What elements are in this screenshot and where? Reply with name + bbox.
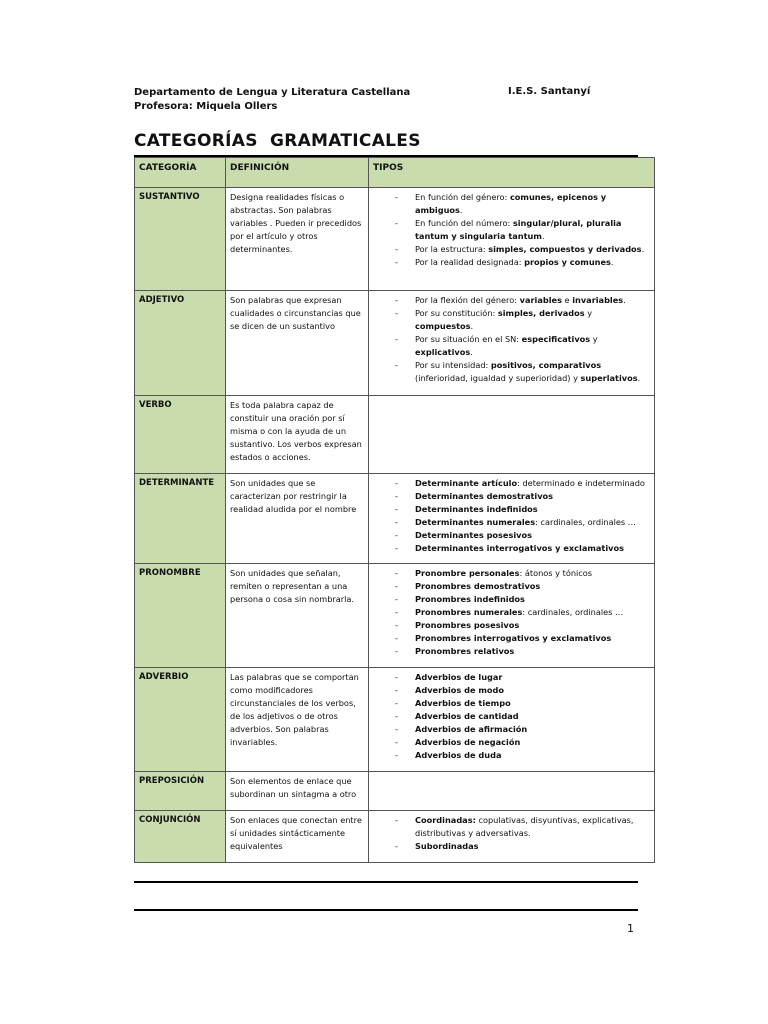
column-header-types: TIPOS [369, 158, 655, 188]
type-term: especificativos [521, 334, 591, 344]
type-text: : determinado e indeterminado [517, 478, 645, 488]
type-item [373, 749, 650, 762]
definition-cell: Son unidades que señalan, remiten o representan a una persona o cosa sin nombrarla. [226, 564, 369, 668]
definition-cell: Son palabras que expresan cualidades o circunstancias que se dicen de un sustantivo [226, 291, 369, 396]
type-item [373, 217, 650, 243]
type-term: positivos, comparativos [490, 360, 602, 370]
type-text: . [541, 231, 545, 241]
type-term: comunes, epicenos y ambiguos [415, 192, 607, 215]
definition-cell: Son unidades que se caracterizan por restringir la realidad aludida por el nombre [226, 474, 369, 564]
type-item [373, 503, 650, 516]
type-item [373, 256, 650, 269]
type-item [373, 307, 650, 333]
type-term: Determinantes indefinidos [415, 504, 538, 514]
type-term: simples, derivados [497, 308, 585, 318]
type-text: Por su situación en el SN: [415, 334, 522, 344]
type-text: . [470, 321, 474, 331]
type-text: . [610, 257, 614, 267]
type-item [373, 684, 650, 697]
type-term: Determinantes interrogativos y exclamativos [415, 543, 624, 553]
table-row [135, 291, 655, 396]
definition-cell: Son enlaces que conectan entre sí unidades sintácticamente equivalentes [226, 811, 369, 863]
table-row [135, 668, 655, 772]
type-term: invariables [572, 295, 624, 305]
column-header-definition: DEFINICIÓN [226, 158, 369, 188]
type-text: Por su intensidad: [415, 360, 491, 370]
type-item [373, 619, 650, 632]
type-item [373, 542, 650, 555]
type-term: Adverbios de tiempo [415, 698, 511, 708]
type-item [373, 191, 650, 217]
type-text: copulativas, disyuntivas, explicativas, distributivas y adversativas. [415, 815, 634, 838]
category-cell: PREPOSICIÓN [135, 772, 226, 811]
type-term: simples, compuestos y derivados [488, 244, 642, 254]
type-term: Pronombres numerales [415, 607, 523, 617]
category-cell: DETERMINANTE [135, 474, 226, 564]
type-term: explicativos [415, 347, 471, 357]
definition-cell: Designa realidades físicas o abstractas. Son palabras variables . Pueden ir precedidos por el artículo y otros determinantes. [226, 188, 369, 291]
types-cell [369, 772, 655, 811]
type-text: Por la estructura: [415, 244, 489, 254]
type-text: . [623, 295, 626, 305]
type-item [373, 697, 650, 710]
types-cell [369, 474, 655, 564]
type-term: Pronombre personales [415, 568, 520, 578]
definition-cell: Es toda palabra capaz de constituir una oración por sí misma o con la ayuda de un sustantivo. Los verbos expresan estados o acciones. [226, 396, 369, 474]
type-term: Adverbios de modo [415, 685, 505, 695]
type-item [373, 580, 650, 593]
type-term: Pronombres demostrativos [415, 581, 541, 591]
types-cell [369, 668, 655, 772]
category-cell: VERBO [135, 396, 226, 474]
type-text: En función del número: [415, 218, 513, 228]
type-text: : cardinales, ordinales … [535, 517, 636, 527]
type-text: . [641, 244, 645, 254]
type-text: . [459, 205, 463, 215]
type-item [373, 606, 650, 619]
definition-cell: Son elementos de enlace que subordinan un sintagma a otro [226, 772, 369, 811]
type-item [373, 490, 650, 503]
type-item [373, 645, 650, 658]
department-line: Departamento de Lengua y Literatura Castellana [134, 87, 411, 98]
type-item [373, 710, 650, 723]
types-cell [369, 291, 655, 396]
type-term: superlativos [580, 373, 638, 383]
type-text: . [470, 347, 473, 357]
type-term: Adverbios de duda [415, 750, 502, 760]
type-term: Pronombres interrogativos y exclamativos [415, 633, 612, 643]
type-text: Por su constitución: [415, 308, 498, 318]
types-cell [369, 564, 655, 668]
page-title: CATEGORÍAS GRAMATICALES [134, 131, 421, 151]
type-text: e [561, 295, 573, 305]
type-term: Subordinadas [415, 841, 479, 851]
type-term: singular/plural, pluralia tantum y singularia tantum [415, 218, 622, 241]
type-text: y [590, 334, 598, 344]
types-cell [369, 396, 655, 474]
type-item [373, 814, 650, 840]
category-cell: ADJETIVO [135, 291, 226, 396]
type-term: Adverbios de cantidad [415, 711, 519, 721]
type-text: y [584, 308, 593, 318]
type-term: Determinantes demostrativos [415, 491, 554, 501]
column-header-category: CATEGORÍA [135, 158, 226, 188]
footer-rule-bottom [134, 909, 638, 911]
type-item [373, 593, 650, 606]
categories-table [134, 157, 655, 863]
type-item [373, 671, 650, 684]
type-item [373, 529, 650, 542]
footer-rule-top [134, 881, 638, 883]
definition-cell: Las palabras que se comportan como modificadores circunstanciales de los verbos, de los adjetivos o de otros adverbios. Son palabras invariables. [226, 668, 369, 772]
type-item [373, 477, 650, 490]
type-term: Determinantes numerales [415, 517, 536, 527]
type-item [373, 632, 650, 645]
page-number: 1 [627, 922, 634, 935]
type-term: Determinante artículo [415, 478, 518, 488]
teacher-line: Profesora: Miquela Ollers [134, 101, 278, 112]
type-term: compuestos [415, 321, 471, 331]
type-term: Determinantes posesivos [415, 530, 532, 540]
types-cell [369, 188, 655, 291]
table-row [135, 811, 655, 863]
type-text: : átonos y tónicos [519, 568, 593, 578]
type-term: Adverbios de negación [415, 737, 521, 747]
type-term: propios y comunes [524, 257, 611, 267]
type-item [373, 840, 650, 853]
type-term: Adverbios de afirmación [415, 724, 528, 734]
category-cell: ADVERBIO [135, 668, 226, 772]
table-row [135, 188, 655, 291]
school-name: I.E.S. Santanyí [508, 86, 591, 97]
table-row [135, 474, 655, 564]
type-text: En función del género: [415, 192, 510, 202]
category-cell: PRONOMBRE [135, 564, 226, 668]
table-row [135, 564, 655, 668]
type-text: Por la flexión del género: [415, 295, 520, 305]
type-item [373, 516, 650, 529]
type-item [373, 567, 650, 580]
type-term: variables [519, 295, 562, 305]
types-cell [369, 811, 655, 863]
type-term: Pronombres indefinidos [415, 594, 525, 604]
type-item [373, 333, 650, 359]
type-item [373, 294, 650, 307]
type-term: Adverbios de lugar [415, 672, 503, 682]
type-text: (inferioridad, igualdad y superioridad) y [415, 373, 581, 383]
type-text: Por la realidad designada: [415, 257, 525, 267]
category-cell: CONJUNCIÓN [135, 811, 226, 863]
table-row [135, 772, 655, 811]
category-cell: SUSTANTIVO [135, 188, 226, 291]
type-term: Coordinadas: [415, 815, 476, 825]
type-item [373, 723, 650, 736]
type-text: : cardinales, ordinales … [522, 607, 624, 617]
type-text: . [637, 373, 641, 383]
table-header-row [135, 158, 655, 188]
type-term: Pronombres relativos [415, 646, 515, 656]
type-item [373, 359, 650, 385]
type-term: Pronombres posesivos [415, 620, 520, 630]
table-row [135, 396, 655, 474]
type-item [373, 243, 650, 256]
type-item [373, 736, 650, 749]
